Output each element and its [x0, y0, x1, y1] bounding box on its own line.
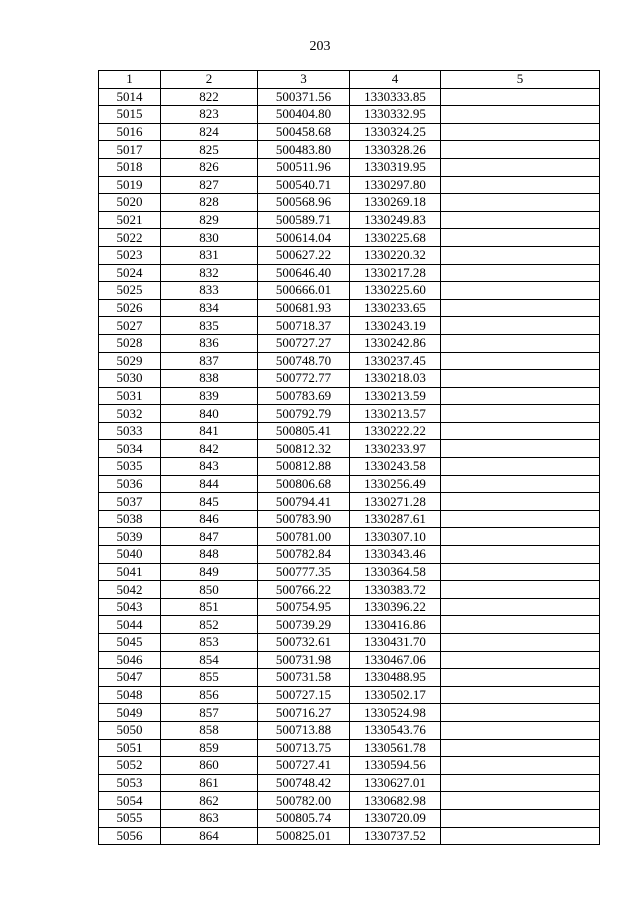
table-cell-col-3: 500806.68 [258, 475, 350, 493]
table-row [99, 528, 600, 546]
table-cell-col-2: 825 [161, 141, 258, 159]
table-row [99, 158, 600, 176]
table-cell-col-1: 5027 [99, 317, 161, 335]
table-row [99, 141, 600, 159]
table-cell-col-4: 1330488.95 [350, 669, 441, 687]
table-cell-col-5 [441, 282, 600, 300]
table-cell-col-3: 500727.41 [258, 757, 350, 775]
table-cell-col-2: 835 [161, 317, 258, 335]
table-cell-col-2: 834 [161, 299, 258, 317]
table-cell-col-3: 500731.58 [258, 669, 350, 687]
table-cell-col-3: 500713.75 [258, 739, 350, 757]
table-cell-col-4: 1330233.97 [350, 440, 441, 458]
table-cell-col-5 [441, 809, 600, 827]
table-cell-col-4: 1330627.01 [350, 774, 441, 792]
table-cell-col-3: 500812.88 [258, 458, 350, 476]
table-cell-col-4: 1330213.57 [350, 405, 441, 423]
table-cell-col-5 [441, 827, 600, 845]
table-cell-col-1: 5024 [99, 264, 161, 282]
table-cell-col-3: 500805.74 [258, 809, 350, 827]
table-cell-col-1: 5047 [99, 669, 161, 687]
table-cell-col-5 [441, 317, 600, 335]
table-cell-col-2: 863 [161, 809, 258, 827]
table-row [99, 334, 600, 352]
table-cell-col-2: 851 [161, 598, 258, 616]
header-row [99, 71, 600, 89]
table-row [99, 686, 600, 704]
table-cell-col-2: 822 [161, 88, 258, 106]
table-cell-col-2: 844 [161, 475, 258, 493]
table-cell-col-2: 843 [161, 458, 258, 476]
table-cell-col-3: 500781.00 [258, 528, 350, 546]
table-cell-col-3: 500792.79 [258, 405, 350, 423]
table-cell-col-5 [441, 546, 600, 564]
table-row [99, 176, 600, 194]
table-cell-col-5 [441, 387, 600, 405]
table-row [99, 634, 600, 652]
table-cell-col-2: 847 [161, 528, 258, 546]
table-cell-col-5 [441, 106, 600, 124]
table-cell-col-3: 500782.84 [258, 546, 350, 564]
table-row [99, 739, 600, 757]
table-cell-col-4: 1330682.98 [350, 792, 441, 810]
table-cell-col-4: 1330242.86 [350, 334, 441, 352]
table-row [99, 299, 600, 317]
table-cell-col-5 [441, 440, 600, 458]
table-cell-col-4: 1330271.28 [350, 493, 441, 511]
table-cell-col-1: 5051 [99, 739, 161, 757]
table-cell-col-2: 856 [161, 686, 258, 704]
table-cell-col-1: 5023 [99, 246, 161, 264]
table-cell-col-1: 5034 [99, 440, 161, 458]
table-row [99, 598, 600, 616]
table-cell-col-5 [441, 669, 600, 687]
table-cell-col-3: 500782.00 [258, 792, 350, 810]
table-cell-col-1: 5015 [99, 106, 161, 124]
table-cell-col-4: 1330237.45 [350, 352, 441, 370]
table-cell-col-1: 5025 [99, 282, 161, 300]
table-cell-col-1: 5040 [99, 546, 161, 564]
table-cell-col-5 [441, 493, 600, 511]
table-header [99, 71, 600, 89]
table-cell-col-4: 1330328.26 [350, 141, 441, 159]
table-cell-col-2: 845 [161, 493, 258, 511]
table-cell-col-5 [441, 370, 600, 388]
table-cell-col-3: 500731.98 [258, 651, 350, 669]
table-cell-col-5 [441, 405, 600, 423]
table-row [99, 563, 600, 581]
table-cell-col-2: 841 [161, 422, 258, 440]
table-cell-col-5 [441, 774, 600, 792]
table-cell-col-5 [441, 194, 600, 212]
table-cell-col-1: 5028 [99, 334, 161, 352]
table-cell-col-4: 1330502.17 [350, 686, 441, 704]
table-row [99, 422, 600, 440]
table-cell-col-1: 5043 [99, 598, 161, 616]
table-cell-col-5 [441, 229, 600, 247]
table-cell-col-2: 864 [161, 827, 258, 845]
table-cell-col-3: 500783.90 [258, 510, 350, 528]
table-cell-col-5 [441, 211, 600, 229]
table-cell-col-1: 5052 [99, 757, 161, 775]
table-cell-col-4: 1330737.52 [350, 827, 441, 845]
table-cell-col-5 [441, 510, 600, 528]
table-cell-col-2: 840 [161, 405, 258, 423]
table-cell-col-2: 857 [161, 704, 258, 722]
table-cell-col-3: 500748.70 [258, 352, 350, 370]
table-cell-col-5 [441, 704, 600, 722]
table-cell-col-5 [441, 686, 600, 704]
table-row [99, 194, 600, 212]
table-cell-col-4: 1330524.98 [350, 704, 441, 722]
page-number: 203 [309, 39, 331, 54]
table-row [99, 229, 600, 247]
table-cell-col-5 [441, 352, 600, 370]
column-header-1: 1 [99, 71, 161, 89]
table-cell-col-4: 1330243.58 [350, 458, 441, 476]
table-cell-col-5 [441, 616, 600, 634]
table-cell-col-4: 1330333.85 [350, 88, 441, 106]
table-cell-col-2: 823 [161, 106, 258, 124]
table-cell-col-2: 837 [161, 352, 258, 370]
column-header-5: 5 [441, 71, 600, 89]
table-cell-col-2: 839 [161, 387, 258, 405]
column-header-4: 4 [350, 71, 441, 89]
table-cell-col-4: 1330243.19 [350, 317, 441, 335]
table-cell-col-3: 500483.80 [258, 141, 350, 159]
table-cell-col-5 [441, 563, 600, 581]
table-cell-col-1: 5038 [99, 510, 161, 528]
table-cell-col-4: 1330225.60 [350, 282, 441, 300]
table-cell-col-5 [441, 598, 600, 616]
table-cell-col-2: 833 [161, 282, 258, 300]
table-cell-col-4: 1330297.80 [350, 176, 441, 194]
table-cell-col-4: 1330364.58 [350, 563, 441, 581]
table-cell-col-1: 5017 [99, 141, 161, 159]
table-cell-col-2: 827 [161, 176, 258, 194]
table-row [99, 721, 600, 739]
table-row [99, 440, 600, 458]
table-row [99, 387, 600, 405]
table-cell-col-2: 848 [161, 546, 258, 564]
table-cell-col-4: 1330324.25 [350, 123, 441, 141]
table-cell-col-4: 1330307.10 [350, 528, 441, 546]
table-cell-col-4: 1330543.76 [350, 721, 441, 739]
table-row [99, 704, 600, 722]
table-cell-col-3: 500739.29 [258, 616, 350, 634]
table-cell-col-2: 862 [161, 792, 258, 810]
table-cell-col-3: 500666.01 [258, 282, 350, 300]
table-cell-col-4: 1330383.72 [350, 581, 441, 599]
table-cell-col-5 [441, 458, 600, 476]
table-cell-col-1: 5019 [99, 176, 161, 194]
table-cell-col-2: 861 [161, 774, 258, 792]
table-cell-col-5 [441, 158, 600, 176]
table-cell-col-5 [441, 88, 600, 106]
table-cell-col-4: 1330561.78 [350, 739, 441, 757]
table-cell-col-3: 500766.22 [258, 581, 350, 599]
table-cell-col-5 [441, 528, 600, 546]
table-cell-col-1: 5029 [99, 352, 161, 370]
table-cell-col-4: 1330431.70 [350, 634, 441, 652]
table-cell-col-4: 1330220.32 [350, 246, 441, 264]
table-cell-col-2: 832 [161, 264, 258, 282]
table-cell-col-4: 1330218.03 [350, 370, 441, 388]
column-header-3: 3 [258, 71, 350, 89]
table-row [99, 88, 600, 106]
table-cell-col-4: 1330396.22 [350, 598, 441, 616]
table-cell-col-1: 5056 [99, 827, 161, 845]
table-cell-col-3: 500812.32 [258, 440, 350, 458]
table-cell-col-2: 826 [161, 158, 258, 176]
table-row [99, 651, 600, 669]
table-cell-col-1: 5022 [99, 229, 161, 247]
table-cell-col-3: 500825.01 [258, 827, 350, 845]
table-row [99, 106, 600, 124]
table-row [99, 493, 600, 511]
table-cell-col-3: 500713.88 [258, 721, 350, 739]
table-cell-col-4: 1330269.18 [350, 194, 441, 212]
column-header-2: 2 [161, 71, 258, 89]
table-cell-col-3: 500748.42 [258, 774, 350, 792]
table-cell-col-2: 824 [161, 123, 258, 141]
table-row [99, 282, 600, 300]
table-cell-col-5 [441, 651, 600, 669]
table-cell-col-3: 500540.71 [258, 176, 350, 194]
table-cell-col-5 [441, 634, 600, 652]
table-cell-col-4: 1330416.86 [350, 616, 441, 634]
table-cell-col-5 [441, 475, 600, 493]
table-cell-col-1: 5030 [99, 370, 161, 388]
table-cell-col-5 [441, 422, 600, 440]
table-row [99, 317, 600, 335]
table-cell-col-2: 846 [161, 510, 258, 528]
table-cell-col-1: 5046 [99, 651, 161, 669]
table-cell-col-5 [441, 739, 600, 757]
table-cell-col-3: 500777.35 [258, 563, 350, 581]
table-cell-col-5 [441, 757, 600, 775]
table-cell-col-2: 855 [161, 669, 258, 687]
table-cell-col-1: 5018 [99, 158, 161, 176]
table-cell-col-1: 5042 [99, 581, 161, 599]
table-cell-col-3: 500727.15 [258, 686, 350, 704]
table-cell-col-4: 1330332.95 [350, 106, 441, 124]
table-cell-col-1: 5054 [99, 792, 161, 810]
table-cell-col-4: 1330249.83 [350, 211, 441, 229]
table-row [99, 123, 600, 141]
table-cell-col-3: 500727.27 [258, 334, 350, 352]
table-cell-col-1: 5049 [99, 704, 161, 722]
table-cell-col-5 [441, 334, 600, 352]
table-cell-col-1: 5045 [99, 634, 161, 652]
table-row [99, 370, 600, 388]
table-row [99, 581, 600, 599]
table-cell-col-3: 500627.22 [258, 246, 350, 264]
table-cell-col-2: 859 [161, 739, 258, 757]
table-cell-col-2: 860 [161, 757, 258, 775]
table-cell-col-1: 5048 [99, 686, 161, 704]
table-cell-col-1: 5026 [99, 299, 161, 317]
table-cell-col-2: 828 [161, 194, 258, 212]
table-row [99, 827, 600, 845]
table-cell-col-5 [441, 176, 600, 194]
table-body [99, 88, 600, 845]
table-row [99, 669, 600, 687]
table-cell-col-2: 830 [161, 229, 258, 247]
table-row [99, 405, 600, 423]
table-cell-col-4: 1330467.06 [350, 651, 441, 669]
coordinates-table [98, 70, 600, 845]
table-cell-col-3: 500614.04 [258, 229, 350, 247]
table-cell-col-2: 854 [161, 651, 258, 669]
table-cell-col-1: 5032 [99, 405, 161, 423]
table-row [99, 616, 600, 634]
table-cell-col-1: 5031 [99, 387, 161, 405]
table-cell-col-3: 500772.77 [258, 370, 350, 388]
table-cell-col-5 [441, 721, 600, 739]
table-cell-col-2: 849 [161, 563, 258, 581]
table-cell-col-4: 1330222.22 [350, 422, 441, 440]
table-cell-col-3: 500458.68 [258, 123, 350, 141]
table-cell-col-4: 1330287.61 [350, 510, 441, 528]
table-cell-col-4: 1330217.28 [350, 264, 441, 282]
table-cell-col-1: 5050 [99, 721, 161, 739]
table-cell-col-1: 5033 [99, 422, 161, 440]
table-cell-col-5 [441, 792, 600, 810]
table-cell-col-4: 1330319.95 [350, 158, 441, 176]
table-cell-col-2: 836 [161, 334, 258, 352]
table-cell-col-4: 1330213.59 [350, 387, 441, 405]
table-cell-col-1: 5055 [99, 809, 161, 827]
table-row [99, 809, 600, 827]
table-row [99, 352, 600, 370]
table-cell-col-1: 5041 [99, 563, 161, 581]
table-cell-col-5 [441, 581, 600, 599]
table-cell-col-4: 1330720.09 [350, 809, 441, 827]
table-cell-col-3: 500754.95 [258, 598, 350, 616]
table-cell-col-2: 852 [161, 616, 258, 634]
table-cell-col-1: 5036 [99, 475, 161, 493]
table-cell-col-3: 500732.61 [258, 634, 350, 652]
table-cell-col-3: 500568.96 [258, 194, 350, 212]
table-row [99, 246, 600, 264]
table-cell-col-1: 5053 [99, 774, 161, 792]
table-cell-col-3: 500805.41 [258, 422, 350, 440]
table-cell-col-3: 500716.27 [258, 704, 350, 722]
table-cell-col-4: 1330343.46 [350, 546, 441, 564]
table-cell-col-4: 1330233.65 [350, 299, 441, 317]
table-cell-col-5 [441, 264, 600, 282]
table-cell-col-4: 1330225.68 [350, 229, 441, 247]
table-cell-col-5 [441, 123, 600, 141]
table-cell-col-4: 1330594.56 [350, 757, 441, 775]
table-cell-col-1: 5035 [99, 458, 161, 476]
table-cell-col-5 [441, 141, 600, 159]
table-cell-col-3: 500589.71 [258, 211, 350, 229]
table-cell-col-2: 838 [161, 370, 258, 388]
table-cell-col-1: 5021 [99, 211, 161, 229]
table-cell-col-5 [441, 246, 600, 264]
table-cell-col-2: 853 [161, 634, 258, 652]
table-row [99, 757, 600, 775]
table-cell-col-2: 858 [161, 721, 258, 739]
table-cell-col-1: 5037 [99, 493, 161, 511]
table-cell-col-1: 5020 [99, 194, 161, 212]
table-cell-col-2: 842 [161, 440, 258, 458]
table-cell-col-5 [441, 299, 600, 317]
table-cell-col-3: 500371.56 [258, 88, 350, 106]
table-cell-col-2: 829 [161, 211, 258, 229]
table-cell-col-1: 5044 [99, 616, 161, 634]
table-cell-col-3: 500718.37 [258, 317, 350, 335]
table-cell-col-2: 850 [161, 581, 258, 599]
table-cell-col-1: 5039 [99, 528, 161, 546]
table-row [99, 458, 600, 476]
table-cell-col-1: 5016 [99, 123, 161, 141]
table-cell-col-3: 500681.93 [258, 299, 350, 317]
table-row [99, 546, 600, 564]
table-cell-col-3: 500794.41 [258, 493, 350, 511]
table-row [99, 792, 600, 810]
table-row [99, 264, 600, 282]
table-cell-col-1: 5014 [99, 88, 161, 106]
table-cell-col-2: 831 [161, 246, 258, 264]
table-cell-col-3: 500783.69 [258, 387, 350, 405]
table-row [99, 774, 600, 792]
table-row [99, 211, 600, 229]
table-cell-col-3: 500404.80 [258, 106, 350, 124]
table-row [99, 510, 600, 528]
table-cell-col-3: 500646.40 [258, 264, 350, 282]
table-cell-col-4: 1330256.49 [350, 475, 441, 493]
table-row [99, 475, 600, 493]
table-cell-col-3: 500511.96 [258, 158, 350, 176]
